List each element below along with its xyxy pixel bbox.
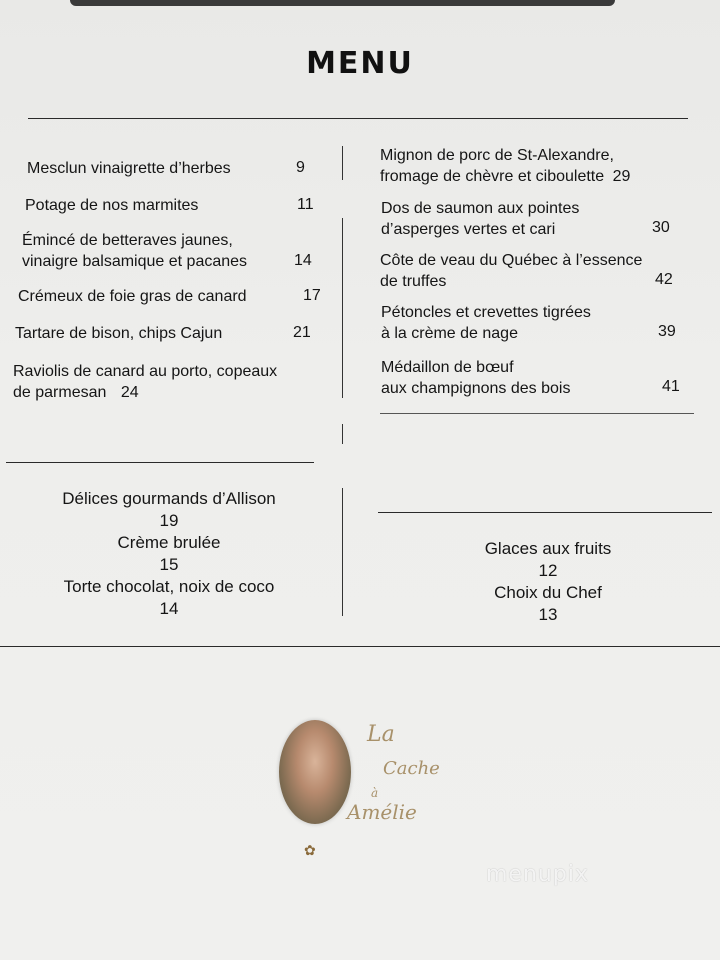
dessert-name: Délices gourmands d’Allison [62, 489, 276, 508]
menu-item-price: 21 [293, 324, 311, 341]
logo-text-cache: Cache [383, 758, 440, 779]
desserts-right [440, 538, 656, 626]
menu-item-price: 17 [303, 287, 321, 304]
menu-item-price: 29 [612, 168, 631, 185]
dessert-price: 12 [538, 561, 558, 580]
menu-item-name: Potage de nos marmites [25, 197, 199, 214]
page-title: MENU [306, 46, 414, 81]
section-divider [0, 646, 720, 647]
dessert-name: Glaces aux fruits [484, 539, 612, 558]
logo-text-la: La [367, 722, 395, 747]
menu-item-name-line1: Côte de veau du Québec à l’essence [380, 252, 643, 269]
menu-item-price: 41 [662, 378, 680, 395]
restaurant-logo [275, 712, 445, 862]
dessert-name: Torte chocolat, noix de coco [63, 577, 275, 596]
menu-item-name-line1: Mignon de porc de St-Alexandre, [380, 147, 614, 164]
menu-item-name-line2: de parmesan [13, 384, 107, 401]
menu-item-name-line1: Dos de saumon aux pointes [381, 200, 580, 217]
menu-item [380, 250, 642, 292]
menu-item [25, 195, 198, 216]
menu-item-price: 11 [297, 196, 314, 213]
menu-item-name-line1: Émincé de betteraves jaunes, [22, 232, 233, 249]
menu-item-price: 39 [658, 323, 676, 340]
menu-item-price: 30 [652, 219, 670, 236]
menu-item-price: 24 [120, 384, 139, 401]
dessert-name: Crème brulée [117, 533, 221, 552]
menu-item-name: Crémeux de foie gras de canard [18, 288, 247, 305]
menu-item-price: 9 [296, 159, 305, 176]
menu-item [13, 361, 277, 403]
flower-icon: ✿ [304, 842, 316, 858]
menu-item-price: 14 [294, 252, 312, 269]
menu-item [381, 198, 579, 240]
title-divider [28, 118, 688, 119]
menu-item-name-line2: fromage de chèvre et ciboulette [380, 168, 605, 185]
menu-item-price: 42 [655, 271, 673, 288]
dessert-top-rule [378, 512, 712, 513]
menu-item [380, 145, 630, 187]
watermark: menupix [486, 862, 589, 887]
menu-item-name-line2: d’asperges vertes et cari [381, 221, 556, 238]
menu-item-name: Tartare de bison, chips Cajun [15, 325, 223, 342]
binder-edge [70, 0, 615, 6]
logo-text-amelie: Amélie [347, 800, 417, 824]
mains-underline [380, 413, 694, 414]
menu-item-name-line1: Médaillon de bœuf [381, 359, 514, 376]
logo-text-a: à [371, 786, 379, 800]
menu-item-name-line1: Raviolis de canard au porto, copeaux [13, 363, 278, 380]
dessert-name: Choix du Chef [494, 583, 602, 602]
menu-item [18, 286, 247, 307]
starters-underline [6, 462, 314, 463]
dessert-price: 15 [159, 555, 179, 574]
menu-item-name-line1: Pétoncles et crevettes tigrées [381, 304, 591, 321]
menu-item [22, 230, 247, 272]
menu-item [27, 158, 231, 179]
portrait-image [279, 720, 351, 824]
dessert-price: 14 [159, 599, 179, 618]
column-divider [342, 218, 343, 398]
menu-item-name-line2: à la crème de nage [381, 325, 518, 342]
dessert-divider [342, 488, 343, 616]
menu-item [15, 323, 222, 344]
menu-item-name-line2: de truffes [380, 273, 447, 290]
column-divider [342, 146, 343, 180]
menu-item [381, 357, 570, 399]
menu-item-name-line2: aux champignons des bois [381, 380, 571, 397]
dessert-price: 13 [538, 605, 558, 624]
desserts-left [14, 488, 324, 620]
dessert-price: 19 [159, 511, 179, 530]
menu-item-name: Mesclun vinaigrette d’herbes [27, 160, 231, 177]
menu-item-name-line2: vinaigre balsamique et pacanes [22, 253, 248, 270]
menu-item [381, 302, 591, 344]
column-divider [342, 424, 343, 444]
